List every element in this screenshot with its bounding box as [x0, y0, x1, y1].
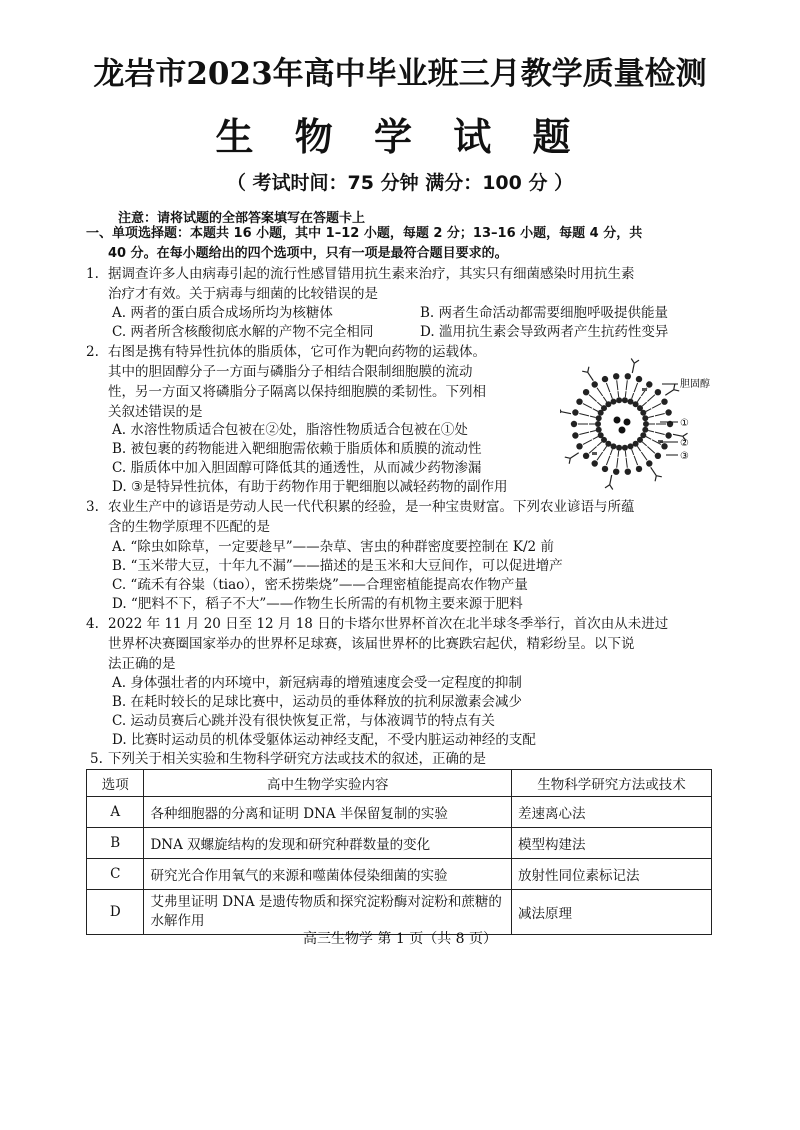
table-header-method: 生物科学研究方法或技术 — [511, 770, 711, 797]
question-4-option-b: B. 在耗时较长的足球比赛中，运动员的垂体释放的抗利尿激素会减少 — [112, 694, 523, 710]
section-heading-line2: 40 分。在每小题给出的四个选项中，只有一项是最符合题目要求的。 — [108, 246, 508, 261]
inner-phospholipid-head — [642, 427, 648, 433]
outer-phospholipid-head — [655, 389, 661, 395]
inner-phospholipid-head — [598, 432, 604, 438]
outer-phospholipid-head — [636, 466, 642, 472]
outer-phospholipid-tail — [597, 452, 603, 460]
inner-phospholipid-tail — [610, 393, 612, 399]
question-1-stem-line1: 据调查许多人由病毒引起的流行性感冒错用抗生素来治疗，其实只有细菌感染时用抗生素 — [108, 266, 635, 282]
outer-phospholipid-tail — [634, 456, 638, 465]
question-1-option-c: C. 两者所含核酸彻底水解的产物不完全相同 — [112, 324, 374, 340]
question-5-stem-line1: 下列关于相关实验和生物科学研究方法或技术的叙述，正确的是 — [108, 751, 486, 767]
inner-phospholipid-tail — [646, 409, 651, 412]
cholesterol-molecule — [642, 388, 647, 391]
antibody-arm — [605, 485, 610, 488]
question-2-option-b: B. 被包裹的药物能进入靶细胞需依赖于脂质体和质膜的流动性 — [112, 441, 482, 457]
inner-phospholipid-tail — [593, 409, 598, 412]
inner-phospholipid-head — [616, 445, 622, 451]
antibody-stem — [665, 390, 673, 396]
table-cell-option: C — [87, 859, 144, 890]
question-1-option-a: A. 两者的蛋白质合成场所均为核糖体 — [112, 305, 333, 321]
outer-phospholipid-tail — [597, 388, 603, 396]
outer-phospholipid-tail — [579, 432, 589, 434]
table-cell-method: 放射性同位素标记法 — [511, 859, 711, 890]
table-cell-option: A — [87, 797, 144, 828]
question-1-number: 1. — [86, 266, 99, 282]
outer-phospholipid-head — [625, 469, 631, 475]
drug-particle — [614, 417, 621, 424]
inner-phospholipid-tail — [648, 431, 654, 432]
outer-phospholipid-head — [571, 421, 577, 427]
outer-phospholipid-tail — [589, 395, 597, 402]
region-1-label: ① — [680, 418, 689, 429]
outer-phospholipid-tail — [606, 383, 610, 392]
question-3-stem-line2: 含的生物学原理不匹配的是 — [108, 519, 270, 535]
question-1-option-b: B. 两者生命活动都需要细胞呼吸提供能量 — [420, 305, 669, 321]
question-3-number: 3. — [86, 499, 99, 515]
antibody-stem — [632, 363, 634, 373]
question-2-stem-line2: 其中的胆固醇分子一方面与磷脂分子相结合限制细胞膜的流动 — [108, 364, 473, 380]
antibody-stem — [651, 467, 657, 475]
question-4-option-d: D. 比赛时运动员的机体受躯体运动神经支配，不受内脏运动神经的支配 — [112, 732, 536, 748]
question-2-option-d: D. ③是特异性抗体，有助于药物作用于靶细胞以减轻药物的副作用 — [112, 479, 508, 495]
inner-phospholipid-head — [622, 397, 628, 403]
inner-phospholipid-head — [611, 443, 617, 449]
outer-phospholipid-head — [613, 469, 619, 475]
antibody-arm — [683, 433, 688, 436]
outer-phospholipid-tail — [606, 456, 610, 465]
inner-phospholipid-tail — [590, 431, 596, 432]
antibody-stem — [610, 475, 612, 485]
inner-phospholipid-tail — [618, 391, 619, 397]
inner-phospholipid-tail — [597, 442, 602, 446]
outer-phospholipid-head — [665, 432, 671, 438]
inner-phospholipid-head — [628, 399, 634, 405]
table-header-row — [87, 770, 712, 797]
inner-phospholipid-tail — [593, 437, 598, 440]
outer-phospholipid-tail — [647, 395, 655, 402]
table-cell-method: 差速离心法 — [511, 797, 711, 828]
inner-phospholipid-tail — [603, 446, 606, 451]
notice: 注意：请将试题的全部答案填写在答题卡上 — [118, 211, 366, 226]
antibody-arm — [565, 457, 571, 458]
question-2-option-c: C. 脂质体中加入胆固醇可降低其的通透性，从而减少药物渗漏 — [112, 460, 482, 476]
outer-phospholipid-tail — [617, 380, 618, 390]
table-cell-option: B — [87, 828, 144, 859]
drug-particle — [619, 427, 626, 434]
outer-phospholipid-head — [576, 443, 582, 449]
question-3-stem-line1: 农业生产中的谚语是劳动人民一代代积累的经验，是一种宝贵财富。下列农业谚语与所蕴 — [108, 499, 635, 515]
antibody-arm — [588, 367, 589, 373]
table-cell-method: 减法原理 — [511, 890, 711, 935]
antibody-arm — [674, 384, 675, 390]
outer-phospholipid-tail — [626, 380, 627, 390]
inner-phospholipid-tail — [610, 449, 612, 455]
table-cell-experiment: 研究光合作用氧气的来源和噬菌体侵染细菌的实验 — [144, 859, 511, 890]
inner-phospholipid-head — [596, 415, 602, 421]
table-cell-option: D — [87, 890, 144, 935]
question-5-number: 5. — [90, 751, 103, 767]
question-1-stem-line2: 治疗才有效。关于病毒与细菌的比较错误的是 — [108, 286, 378, 302]
outer-phospholipid-head — [583, 453, 589, 459]
antibody-arm — [582, 371, 588, 372]
antibody-arm — [674, 390, 680, 391]
table-cell-experiment: 艾弗里证明 DNA 是遗传物质和探究淀粉酶对淀粉和蔗糖的水解作用 — [144, 890, 511, 935]
inner-phospholipid-tail — [603, 397, 606, 402]
antibody-arm — [560, 407, 561, 412]
question-5-table — [86, 769, 712, 935]
question-1-option-d: D. 滥用抗生素会导致两者产生抗药性变异 — [420, 324, 669, 340]
inner-phospholipid-tail — [646, 437, 651, 440]
region-3-label: ③ — [680, 451, 689, 462]
outer-phospholipid-tail — [634, 383, 638, 392]
inner-phospholipid-head — [642, 415, 648, 421]
question-3-option-c: C. “疏禾有谷粜（tiao），密禾捞柴烧”——合理密植能提高农作物产量 — [112, 577, 528, 593]
outer-phospholipid-head — [576, 399, 582, 405]
inner-phospholipid-tail — [590, 416, 596, 417]
section-heading-line1: 一、单项选择题：本题共 16 小题，其中 1–12 小题，每题 2 分；13–16 小题，每题 4 分，共 — [86, 226, 643, 241]
outer-phospholipid-tail — [579, 414, 589, 416]
inner-phospholipid-tail — [637, 397, 640, 402]
question-4-option-a: A. 身体强壮者的内环境中，新冠病毒的增殖速度会受一定程度的抑制 — [112, 675, 522, 691]
antibody-arm — [634, 360, 639, 363]
liposome-diagram — [560, 352, 730, 497]
inner-phospholipid-tail — [625, 451, 626, 457]
outer-phospholipid-head — [646, 460, 652, 466]
outer-phospholipid-head — [661, 399, 667, 405]
outer-phospholipid-head — [625, 373, 631, 379]
outer-phospholipid-head — [646, 381, 652, 387]
outer-phospholipid-head — [592, 460, 598, 466]
table-header-option: 选项 — [87, 770, 144, 797]
table-cell-experiment: DNA 双螺旋结构的发现和研究种群数量的变化 — [144, 828, 511, 859]
question-2-number: 2. — [86, 344, 99, 360]
inner-phospholipid-head — [596, 427, 602, 433]
question-4-number: 4. — [86, 616, 99, 632]
inner-phospholipid-tail — [632, 393, 634, 399]
antibody-arm — [631, 359, 634, 364]
outer-phospholipid-head — [613, 373, 619, 379]
cholesterol-molecule — [592, 452, 597, 455]
antibody-stem — [673, 434, 683, 436]
outer-phospholipid-head — [572, 409, 578, 415]
antibody-arm — [610, 485, 613, 490]
inner-phospholipid-head — [643, 421, 649, 427]
outer-phospholipid-head — [602, 466, 608, 472]
outer-phospholipid-head — [636, 376, 642, 382]
inner-phospholipid-head — [633, 441, 639, 447]
antibody-arm — [655, 476, 656, 482]
question-2-option-a: A. 水溶性物质适合包被在②处，脂溶性物质适合包被在①处 — [112, 422, 468, 438]
inner-phospholipid-tail — [642, 442, 647, 446]
inner-phospholipid-head — [616, 397, 622, 403]
inner-phospholipid-head — [640, 410, 646, 416]
question-2-stem-line3: 性，另一方面又将磷脂分子隔离以保持细胞膜的柔韧性。下列相 — [108, 384, 486, 400]
outer-phospholipid-tail — [626, 458, 627, 468]
outer-phospholipid-head — [655, 453, 661, 459]
outer-phospholipid-tail — [647, 447, 655, 454]
question-4-stem-line2: 世界杯决赛圈国家举办的世界杯足球赛，该届世界杯的比赛跌宕起伏，精彩纷呈。以下说 — [108, 636, 635, 652]
outer-phospholipid-tail — [583, 404, 592, 409]
antibody-stem — [570, 453, 578, 459]
outer-phospholipid-tail — [652, 404, 661, 409]
exam-title: 龙岩市2023年高中毕业班三月教学质量检测 — [93, 56, 707, 92]
drug-particle — [624, 419, 631, 426]
table-row — [87, 828, 712, 859]
table-cell-method: 模型构建法 — [511, 828, 711, 859]
question-3-option-d: D. “肥料不下，稻子不大”——作物生长所需的有机物主要来源于肥料 — [112, 596, 523, 612]
inner-phospholipid-head — [628, 443, 634, 449]
question-4-option-c: C. 运动员赛后心跳并没有很快恢复正常，与体液调节的特点有关 — [112, 713, 495, 729]
inner-phospholipid-head — [622, 445, 628, 451]
outer-phospholipid-tail — [655, 432, 665, 434]
subject-title: 生 物 学 试 题 — [215, 114, 585, 159]
liposome-figure — [560, 352, 730, 501]
inner-phospholipid-head — [595, 421, 601, 427]
region-2-label: ② — [680, 438, 689, 449]
inner-phospholipid-tail — [642, 402, 647, 406]
outer-phospholipid-head — [592, 381, 598, 387]
outer-phospholipid-head — [583, 389, 589, 395]
question-4-stem-line1: 2022 年 11 月 20 日至 12 月 18 日的卡塔尔世界杯首次在北半球冬季举行，首次由从未进过 — [108, 616, 669, 632]
table-header-experiment: 高中生物学实验内容 — [144, 770, 511, 797]
inner-phospholipid-head — [611, 399, 617, 405]
outer-phospholipid-tail — [655, 414, 665, 416]
outer-phospholipid-tail — [583, 440, 592, 445]
question-3-option-b: B. “玉米带大豆，十年九不漏”——描述的是玉米和大豆间作，可以促进增产 — [112, 558, 563, 574]
inner-phospholipid-tail — [648, 416, 654, 417]
inner-phospholipid-tail — [597, 402, 602, 406]
time-info: （ 考试时间：75 分钟 满分：100 分 ） — [226, 172, 574, 194]
question-2-stem-line4: 关叙述错误的是 — [108, 404, 203, 420]
page-footer: 高三生物学 第 1 页（共 8 页） — [302, 931, 498, 947]
antibody-arm — [560, 412, 561, 415]
antibody-arm — [569, 458, 570, 464]
cholesterol-label: 胆固醇 — [680, 379, 710, 390]
inner-phospholipid-head — [605, 401, 611, 407]
table-row — [87, 859, 712, 890]
table-row — [87, 797, 712, 828]
inner-phospholipid-tail — [618, 451, 619, 457]
outer-phospholipid-head — [661, 443, 667, 449]
table-cell-experiment: 各种细胞器的分离和证明 DNA 半保留复制的实验 — [144, 797, 511, 828]
outer-phospholipid-tail — [617, 458, 618, 468]
question-2-stem-line1: 右图是携有特异性抗体的脂质体，它可作为靶向药物的运载体。 — [108, 344, 486, 360]
inner-phospholipid-tail — [625, 391, 626, 397]
question-3-option-a: A. “除虫如除草，一定要趁早”——杂草、害虫的种群密度要控制在 K/2 前 — [112, 539, 554, 555]
antibody-stem — [561, 412, 571, 414]
question-4-stem-line3: 法正确的是 — [108, 656, 176, 672]
outer-phospholipid-head — [572, 432, 578, 438]
outer-phospholipid-tail — [641, 452, 647, 460]
antibody-arm — [656, 476, 662, 477]
outer-phospholipid-head — [665, 409, 671, 415]
inner-phospholipid-tail — [632, 449, 634, 455]
antibody-stem — [588, 372, 594, 380]
inner-phospholipid-tail — [637, 446, 640, 451]
outer-phospholipid-head — [602, 376, 608, 382]
